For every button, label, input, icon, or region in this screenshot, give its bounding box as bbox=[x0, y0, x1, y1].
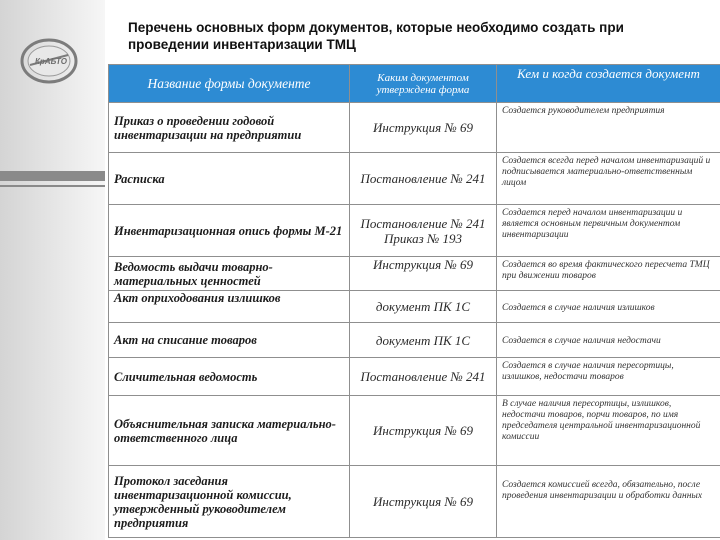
cell-approved-by: документ ПК 1С bbox=[350, 323, 497, 358]
table-row bbox=[109, 205, 720, 257]
cell-form-name: Ведомость выдачи товарно-материальных ценностей bbox=[109, 257, 350, 291]
logo-text: КрАБТО bbox=[35, 57, 67, 66]
page-title-line1: Перечень основных форм документов, которые необходимо создать при bbox=[128, 20, 624, 35]
document-forms-table bbox=[108, 64, 720, 538]
cell-who-when: Создается в случае наличия недостачи bbox=[497, 323, 720, 358]
cell-who-when: В случае наличия пересортицы, излишков, недостачи товаров, порчи товаров, по имя председателя центральной инвентаризационной комиссии bbox=[497, 396, 720, 466]
cell-form-name: Расписка bbox=[109, 153, 350, 205]
cell-approved-by: документ ПК 1С bbox=[350, 291, 497, 323]
company-logo-icon bbox=[20, 38, 78, 84]
cell-approved-by: Постановление № 241 Приказ № 193 bbox=[350, 205, 497, 257]
sidebar-divider bbox=[0, 171, 105, 181]
cell-form-name: Приказ о проведении годовой инвентаризации на предприятии bbox=[109, 103, 350, 153]
cell-form-name: Сличительная ведомость bbox=[109, 358, 350, 396]
table-row bbox=[109, 323, 720, 358]
page-title bbox=[128, 19, 688, 53]
cell-approved-by: Инструкция № 69 bbox=[350, 396, 497, 466]
sidebar-divider-thin bbox=[0, 185, 105, 187]
cell-approved-by: Инструкция № 69 bbox=[350, 103, 497, 153]
cell-who-when: Создается перед началом инвентаризации и является основным первичным документом инвентаризации bbox=[497, 205, 720, 257]
page-title-line2: проведении инвентаризации ТМЦ bbox=[128, 37, 356, 52]
cell-approved-by: Инструкция № 69 bbox=[350, 466, 497, 538]
cell-who-when: Создается в случае наличия пересортицы, излишков, недостачи товаров bbox=[497, 358, 720, 396]
cell-who-when: Создается руководителем предприятия bbox=[497, 103, 720, 153]
cell-approved-by: Постановление № 241 bbox=[350, 358, 497, 396]
table-row bbox=[109, 396, 720, 466]
column-header-approved-by: Каким документом утверждена форма bbox=[350, 65, 497, 103]
cell-form-name: Протокол заседания инвентаризационной комиссии, утвержденный руководителем предприятия bbox=[109, 466, 350, 538]
cell-who-when: Создается всегда перед началом инвентаризаций и подписывается материально-ответственным лицом bbox=[497, 153, 720, 205]
table-header-row bbox=[109, 65, 720, 103]
table-row bbox=[109, 153, 720, 205]
column-header-who-when: Кем и когда создается документ bbox=[497, 65, 720, 103]
cell-approved-by: Инструкция № 69 bbox=[350, 257, 497, 291]
table-row bbox=[109, 291, 720, 323]
table-row bbox=[109, 103, 720, 153]
cell-form-name: Акт оприходования излишков bbox=[109, 291, 350, 323]
column-header-form-name: Название формы документе bbox=[109, 65, 350, 103]
cell-who-when: Создается комиссией всегда, обязательно, после проведения инвентаризации и обработки данных bbox=[497, 466, 720, 538]
cell-approved-by: Постановление № 241 bbox=[350, 153, 497, 205]
cell-form-name: Инвентаризационная опись формы М-21 bbox=[109, 205, 350, 257]
left-sidebar-panel bbox=[0, 0, 105, 540]
cell-form-name: Объяснительная записка материально-ответственного лица bbox=[109, 396, 350, 466]
cell-who-when: Создается в случае наличия излишков bbox=[497, 291, 720, 323]
cell-who-when: Создается во время фактического пересчета ТМЦ при движении товаров bbox=[497, 257, 720, 291]
table-row bbox=[109, 257, 720, 291]
table-row bbox=[109, 466, 720, 538]
table-row bbox=[109, 358, 720, 396]
cell-form-name: Акт на списание товаров bbox=[109, 323, 350, 358]
